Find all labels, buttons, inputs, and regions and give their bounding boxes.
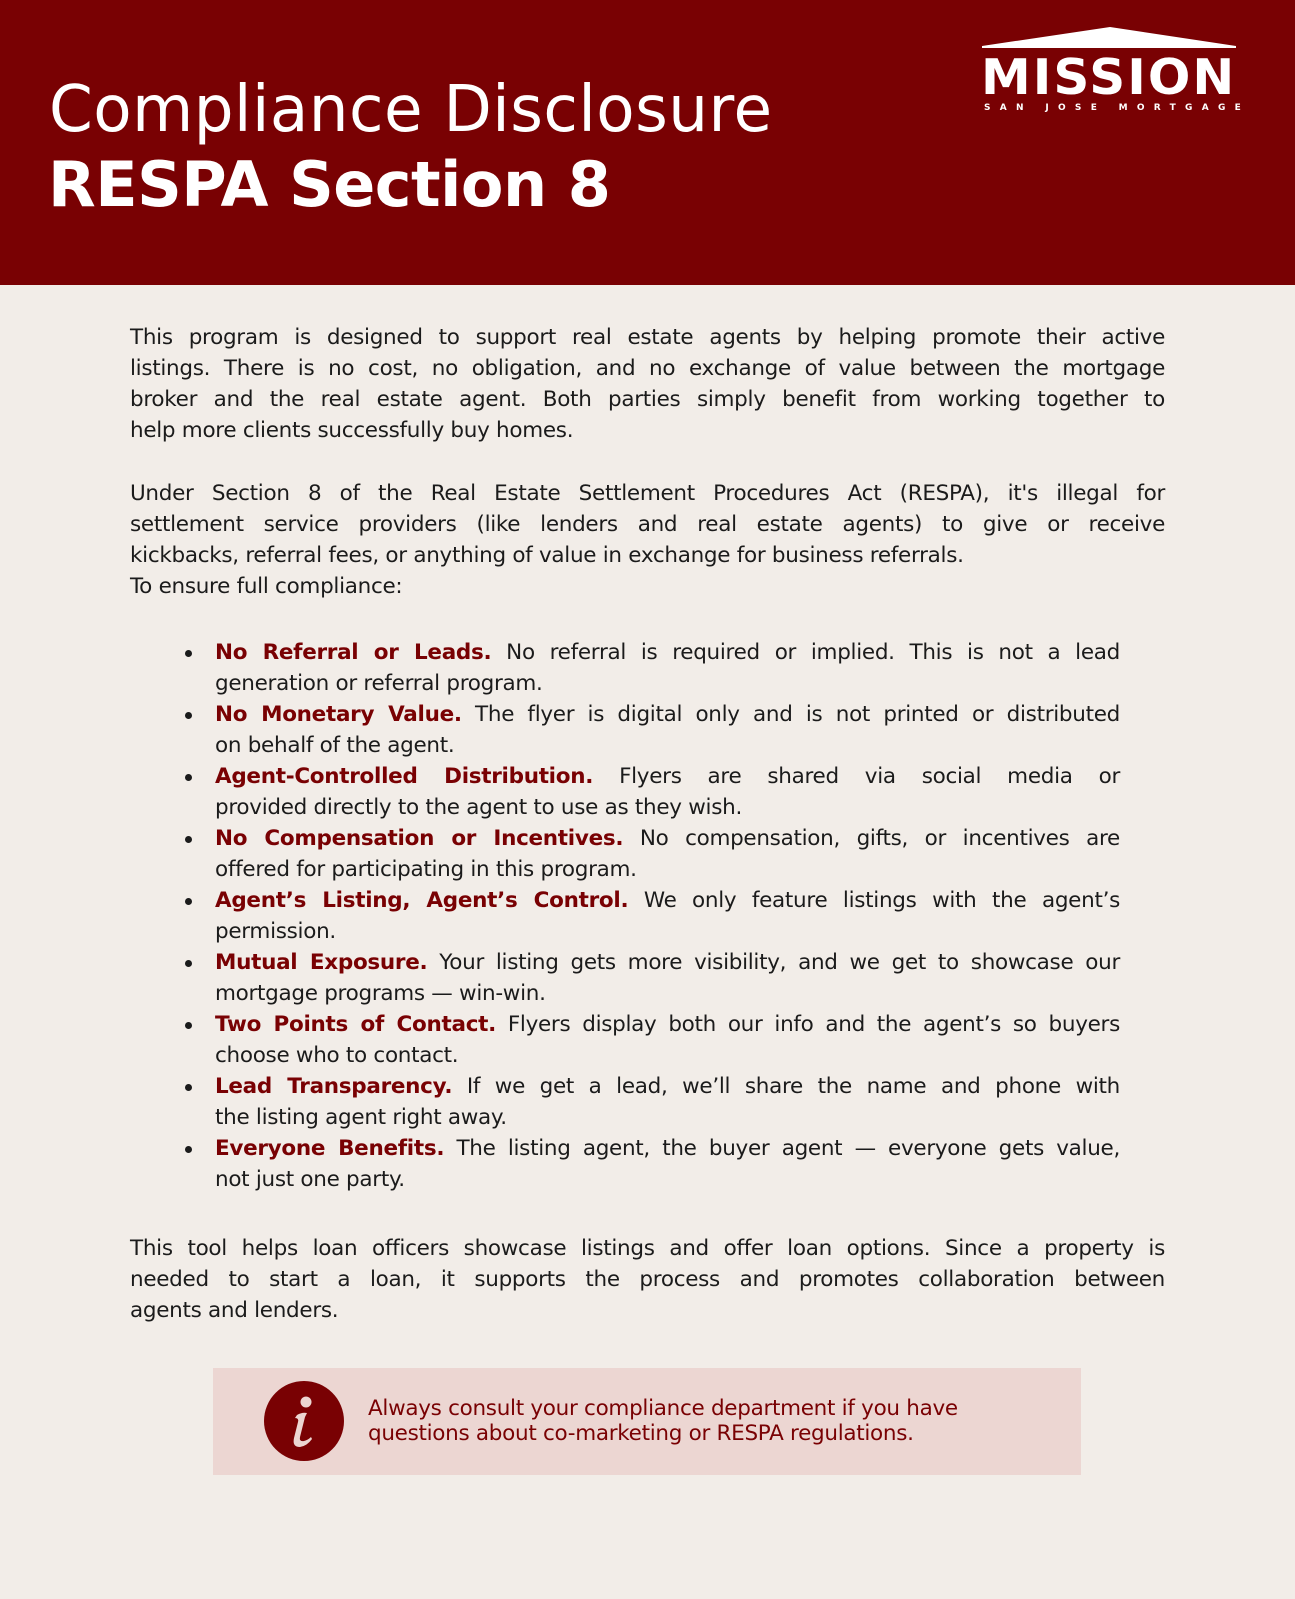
respa-paragraph bbox=[130, 478, 1165, 602]
bullet-text: No referral is required or implied. This is not a lead bbox=[491, 640, 1120, 665]
company-logo bbox=[978, 24, 1251, 119]
bullet-icon bbox=[185, 712, 192, 719]
bullet-title: Mutual Exposure. bbox=[215, 950, 428, 975]
bullet-icon bbox=[185, 1146, 192, 1153]
list-item bbox=[185, 1071, 1120, 1133]
bullet-text: provided directly to the agent to use as they wish. bbox=[215, 795, 742, 820]
bullet-text: generation or referral program. bbox=[215, 671, 543, 696]
text-line: questions about co-marketing or RESPA regulations. bbox=[368, 1421, 914, 1446]
page-subtitle: RESPA Section 8 bbox=[48, 148, 611, 221]
text-line: Always consult your compliance department if you have bbox=[368, 1396, 958, 1421]
bullet-title: Two Points of Contact. bbox=[215, 1012, 496, 1037]
bullet-icon bbox=[185, 960, 192, 967]
logo-wordmark: MISSION bbox=[981, 49, 1237, 106]
bullet-title: Agent’s Listing, Agent’s Control. bbox=[215, 888, 629, 913]
bullet-title: No Compensation or Incentives. bbox=[215, 826, 624, 851]
page-title: Compliance Disclosure bbox=[49, 73, 773, 147]
bullet-icon bbox=[185, 898, 192, 905]
bullet-text: permission. bbox=[215, 919, 336, 944]
bullet-text: choose who to contact. bbox=[215, 1043, 459, 1068]
text-line: help more clients successfully buy homes. bbox=[130, 418, 574, 443]
list-item bbox=[185, 637, 1120, 699]
bullet-text: The listing agent, the buyer agent — everyone gets value, bbox=[444, 1136, 1121, 1161]
text-line: settlement service providers (like lenders and real estate agents) to give or receive bbox=[130, 512, 1165, 537]
closing-paragraph bbox=[130, 1233, 1165, 1326]
bullet-text: offered for participating in this program. bbox=[215, 857, 637, 882]
bullet-text: Flyers are shared via social media or bbox=[593, 764, 1120, 789]
text-line: needed to start a loan, it supports the process and promotes collaboration between bbox=[130, 1267, 1165, 1292]
list-item bbox=[185, 885, 1120, 947]
bullet-text: on behalf of the agent. bbox=[215, 733, 455, 758]
bullet-text: We only feature listings with the agent’s bbox=[628, 888, 1121, 913]
bullet-title: Agent-Controlled Distribution. bbox=[215, 764, 594, 789]
text-line: broker and the real estate agent. Both parties simply benefit from working together to bbox=[130, 387, 1165, 412]
text-line: listings. There is no cost, no obligation, and no exchange of value between the mortgage bbox=[130, 356, 1165, 381]
logo-tagline: SAN JOSE MORTGAGE bbox=[984, 103, 1251, 113]
list-item bbox=[185, 1133, 1120, 1195]
text-line: kickbacks, referral fees, or anything of value in exchange for business referrals. bbox=[130, 543, 964, 568]
bullet-text: mortgage programs — win-win. bbox=[215, 981, 546, 1006]
bullet-text: not just one party. bbox=[215, 1167, 405, 1192]
bullet-text: Flyers display both our info and the agent’s so buyers bbox=[495, 1012, 1120, 1037]
bullet-text: If we get a lead, we’ll share the name and phone with bbox=[452, 1074, 1120, 1099]
header-banner bbox=[0, 0, 1295, 285]
bullet-icon bbox=[185, 1022, 192, 1029]
compliance-bullet-list bbox=[185, 637, 1120, 1195]
text-line: This tool helps loan officers showcase listings and offer loan options. Since a property is bbox=[130, 1236, 1165, 1261]
bullet-title: No Monetary Value. bbox=[215, 702, 462, 727]
list-item bbox=[185, 761, 1120, 823]
bullet-text: Your listing gets more visibility, and we get to showcase our bbox=[427, 950, 1121, 975]
list-item bbox=[185, 1009, 1120, 1071]
bullet-title: Lead Transparency. bbox=[215, 1074, 453, 1099]
intro-paragraph bbox=[130, 322, 1165, 446]
bullet-icon bbox=[185, 1084, 192, 1091]
bullet-icon bbox=[185, 774, 192, 781]
compliance-callout bbox=[213, 1368, 1081, 1475]
list-item bbox=[185, 947, 1120, 1009]
bullet-icon bbox=[185, 650, 192, 657]
bullet-title: No Referral or Leads. bbox=[215, 640, 492, 665]
text-line: This program is designed to support real estate agents by helping promote their active bbox=[130, 325, 1165, 350]
bullet-text: No compensation, gifts, or incentives are bbox=[623, 826, 1120, 851]
text-line: To ensure full compliance: bbox=[130, 574, 403, 599]
text-line: agents and lenders. bbox=[130, 1298, 339, 1323]
list-item bbox=[185, 823, 1120, 885]
info-icon bbox=[264, 1381, 344, 1461]
bullet-text: the listing agent right away. bbox=[215, 1105, 507, 1130]
list-item bbox=[185, 699, 1120, 761]
text-line: Under Section 8 of the Real Estate Settlement Procedures Act (RESPA), it's illegal for bbox=[130, 481, 1165, 506]
bullet-icon bbox=[185, 836, 192, 843]
bullet-text: The flyer is digital only and is not printed or distributed bbox=[461, 702, 1120, 727]
bullet-title: Everyone Benefits. bbox=[215, 1136, 445, 1161]
house-roof-icon bbox=[978, 24, 1240, 48]
callout-message bbox=[368, 1396, 958, 1446]
